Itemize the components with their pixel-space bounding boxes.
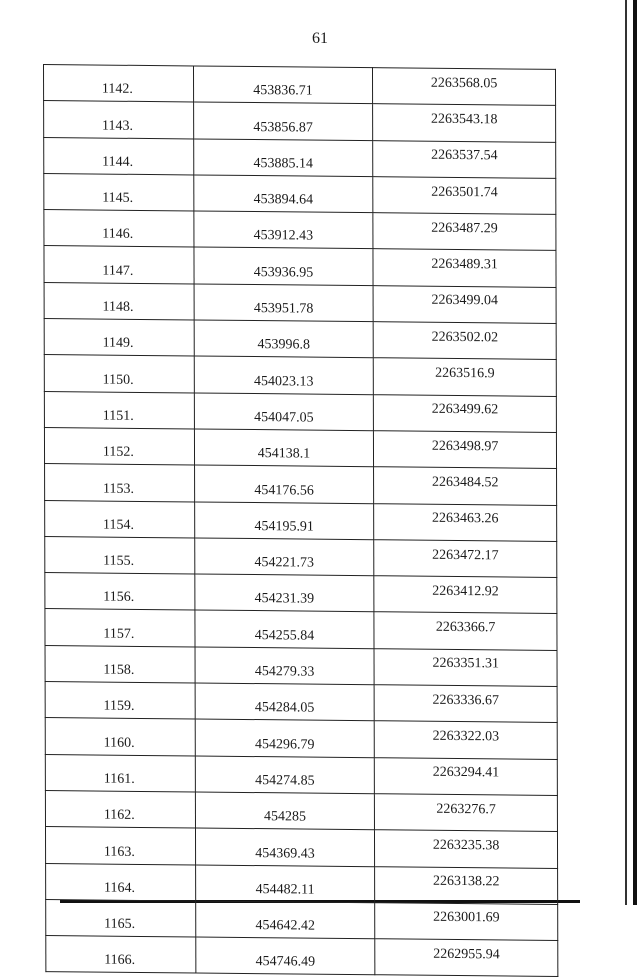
y-coordinate-cell: 2263568.05 bbox=[373, 68, 556, 106]
x-coordinate-cell: 454231.39 bbox=[194, 574, 374, 612]
point-number-cell: 1161. bbox=[45, 754, 195, 792]
point-number-cell: 1157. bbox=[45, 609, 195, 647]
table-row bbox=[46, 936, 558, 977]
x-coordinate-cell: 453885.14 bbox=[193, 139, 373, 177]
point-number-cell: 1153. bbox=[45, 464, 195, 502]
table-row bbox=[44, 391, 556, 432]
x-coordinate-cell: 454279.33 bbox=[195, 647, 375, 685]
table-row bbox=[44, 319, 556, 360]
point-number-cell: 1151. bbox=[44, 391, 194, 429]
x-coordinate-cell: 453836.71 bbox=[193, 66, 373, 104]
point-number-cell: 1144. bbox=[44, 137, 194, 175]
coordinates-table bbox=[43, 64, 558, 977]
point-number-cell: 1165. bbox=[46, 899, 196, 937]
point-number-cell: 1150. bbox=[44, 355, 194, 393]
coordinates-table-wrapper bbox=[43, 64, 558, 977]
x-coordinate-cell: 453936.95 bbox=[194, 247, 374, 285]
page-number: 61 bbox=[312, 30, 328, 47]
y-coordinate-cell: 2263336.67 bbox=[374, 685, 557, 723]
point-number-cell: 1145. bbox=[44, 173, 194, 211]
x-coordinate-cell: 453894.64 bbox=[193, 175, 373, 213]
y-coordinate-cell: 2263543.18 bbox=[373, 104, 556, 142]
x-coordinate-cell: 454023.13 bbox=[194, 356, 374, 394]
x-coordinate-cell: 454195.91 bbox=[194, 502, 374, 540]
table-row bbox=[45, 609, 557, 650]
table-row bbox=[46, 863, 558, 904]
y-coordinate-cell: 2263322.03 bbox=[374, 721, 557, 759]
y-coordinate-cell: 2263516.9 bbox=[374, 358, 557, 396]
point-number-cell: 1155. bbox=[45, 536, 195, 574]
table-row bbox=[45, 536, 557, 577]
point-number-cell: 1162. bbox=[45, 790, 195, 828]
y-coordinate-cell: 2263276.7 bbox=[375, 794, 558, 832]
y-coordinate-cell: 2263498.97 bbox=[374, 431, 557, 469]
point-number-cell: 1156. bbox=[45, 573, 195, 611]
point-number-cell: 1147. bbox=[44, 246, 194, 284]
table-row bbox=[44, 210, 556, 251]
y-coordinate-cell: 2262955.94 bbox=[375, 939, 558, 977]
y-coordinate-cell: 2263499.04 bbox=[373, 285, 556, 323]
table-row bbox=[44, 246, 556, 287]
x-coordinate-cell: 454138.1 bbox=[194, 429, 374, 467]
x-coordinate-cell: 454284.05 bbox=[195, 683, 375, 721]
y-coordinate-cell: 2263487.29 bbox=[373, 213, 556, 251]
scan-edge-right bbox=[633, 0, 637, 905]
table-row bbox=[44, 427, 556, 468]
x-coordinate-cell: 454746.49 bbox=[195, 937, 375, 975]
table-row bbox=[44, 65, 556, 106]
table-row bbox=[44, 137, 556, 178]
point-number-cell: 1142. bbox=[44, 65, 194, 103]
point-number-cell: 1160. bbox=[45, 718, 195, 756]
table-row bbox=[45, 573, 557, 614]
y-coordinate-cell: 2263501.74 bbox=[373, 177, 556, 215]
y-coordinate-cell: 2263472.17 bbox=[374, 540, 557, 578]
table-row bbox=[46, 899, 558, 940]
x-coordinate-cell: 454296.79 bbox=[195, 719, 375, 757]
x-coordinate-cell: 454255.84 bbox=[195, 610, 375, 648]
x-coordinate-cell: 454221.73 bbox=[194, 538, 374, 576]
table-row bbox=[45, 718, 557, 759]
y-coordinate-cell: 2263499.62 bbox=[374, 394, 557, 432]
x-coordinate-cell: 454176.56 bbox=[194, 465, 374, 503]
table-row bbox=[44, 282, 556, 323]
y-coordinate-cell: 2263351.31 bbox=[374, 648, 557, 686]
x-coordinate-cell: 454642.42 bbox=[195, 901, 375, 939]
y-coordinate-cell: 2263366.7 bbox=[374, 612, 557, 650]
y-coordinate-cell: 2263537.54 bbox=[373, 140, 556, 178]
y-coordinate-cell: 2263502.02 bbox=[373, 322, 556, 360]
table-row bbox=[45, 500, 557, 541]
x-coordinate-cell: 453996.8 bbox=[194, 320, 374, 358]
point-number-cell: 1159. bbox=[45, 682, 195, 720]
x-coordinate-cell: 453912.43 bbox=[194, 211, 374, 249]
y-coordinate-cell: 2263489.31 bbox=[373, 249, 556, 287]
point-number-cell: 1158. bbox=[45, 645, 195, 683]
y-coordinate-cell: 2263294.41 bbox=[375, 757, 558, 795]
point-number-cell: 1166. bbox=[46, 936, 196, 974]
y-coordinate-cell: 2263412.92 bbox=[374, 576, 557, 614]
point-number-cell: 1152. bbox=[44, 427, 194, 465]
table-row bbox=[45, 827, 557, 868]
table-row bbox=[45, 790, 557, 831]
table-row bbox=[45, 754, 557, 795]
x-coordinate-cell: 453951.78 bbox=[194, 284, 374, 322]
scan-edge-right-inner bbox=[625, 0, 627, 905]
point-number-cell: 1154. bbox=[45, 500, 195, 538]
x-coordinate-cell: 453856.87 bbox=[193, 102, 373, 140]
y-coordinate-cell: 2263138.22 bbox=[375, 866, 558, 904]
coordinates-table-body bbox=[44, 65, 558, 977]
x-coordinate-cell: 454369.43 bbox=[195, 828, 375, 866]
table-row bbox=[45, 645, 557, 686]
table-row bbox=[44, 101, 556, 142]
x-coordinate-cell: 454482.11 bbox=[195, 865, 375, 903]
point-number-cell: 1163. bbox=[45, 827, 195, 865]
point-number-cell: 1164. bbox=[46, 863, 196, 901]
y-coordinate-cell: 2263001.69 bbox=[375, 903, 558, 941]
x-coordinate-cell: 454274.85 bbox=[195, 756, 375, 794]
point-number-cell: 1143. bbox=[44, 101, 194, 139]
table-row bbox=[45, 682, 557, 723]
y-coordinate-cell: 2263235.38 bbox=[375, 830, 558, 868]
y-coordinate-cell: 2263484.52 bbox=[374, 467, 557, 505]
x-coordinate-cell: 454285 bbox=[195, 792, 375, 830]
table-row bbox=[45, 464, 557, 505]
table-row bbox=[44, 173, 556, 214]
table-row bbox=[44, 355, 556, 396]
point-number-cell: 1148. bbox=[44, 282, 194, 320]
y-coordinate-cell: 2263463.26 bbox=[374, 503, 557, 541]
x-coordinate-cell: 454047.05 bbox=[194, 393, 374, 431]
point-number-cell: 1149. bbox=[44, 319, 194, 357]
point-number-cell: 1146. bbox=[44, 210, 194, 248]
